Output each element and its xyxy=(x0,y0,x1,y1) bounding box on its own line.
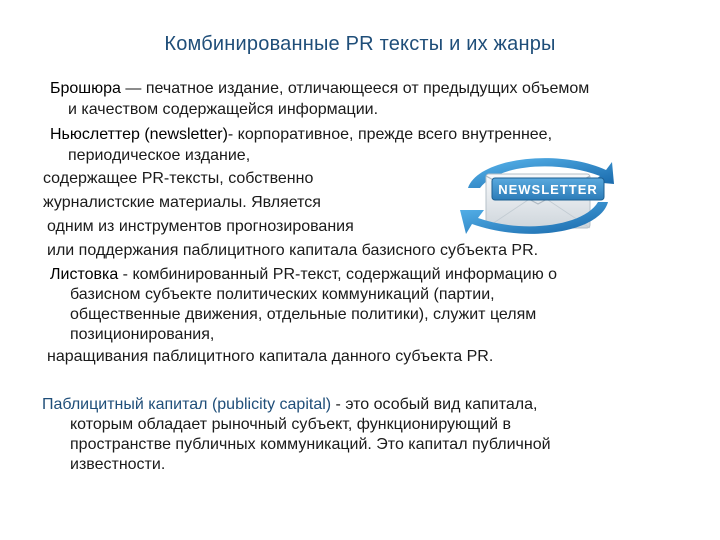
brochure-line-1 xyxy=(50,78,589,99)
brochure-line-2: и качеством содержащейся информации. xyxy=(68,101,379,118)
leaflet-term: Листовка xyxy=(50,266,119,283)
publicity-line-1 xyxy=(42,394,537,415)
publicity-line-4: известности. xyxy=(70,456,166,473)
publicity-text-1: - это особый вид капитала, xyxy=(331,396,538,413)
publicity-line-3: пространстве публичных коммуникаций. Это капитал публичной xyxy=(70,436,551,453)
newsletter-line-5: одним из инструментов прогнозирования xyxy=(47,218,354,235)
newsletter-illustration xyxy=(458,148,616,240)
leaflet-text-1: - комбинированный PR-текст, содержащий информацию о xyxy=(118,266,558,283)
newsletter-text-1: - корпоративное, прежде всего внутреннее, xyxy=(227,126,553,143)
publicity-term: Паблицитный капитал (publicity capital) xyxy=(42,396,332,413)
leaflet-line-1 xyxy=(50,264,557,285)
newsletter-badge-label: NEWSLETTER xyxy=(498,182,598,197)
leaflet-line-5: наращивания паблицитного капитала данного субъекта PR. xyxy=(47,348,494,365)
newsletter-term: Ньюслеттер (newsletter) xyxy=(50,126,228,143)
brochure-term: Брошюра xyxy=(50,80,121,97)
publicity-line-2: которым обладает рыночный субъект, функционирующий в xyxy=(70,416,512,433)
brochure-text-1: — печатное издание, отличающееся от предыдущих объемом xyxy=(120,80,590,97)
slide-title: Комбинированные PR тексты и их жанры xyxy=(164,33,556,55)
newsletter-line-2: периодическое издание, xyxy=(68,147,251,164)
newsletter-line-1 xyxy=(50,124,552,145)
leaflet-line-3: общественные движения, отдельные политики), служит целям xyxy=(70,306,537,323)
newsletter-line-3: содержащее PR-тексты, собственно xyxy=(43,170,314,187)
leaflet-line-2: базисном субъекте политических коммуникаций (партии, xyxy=(70,286,495,303)
newsletter-line-6: или поддержания паблицитного капитала базисного субъекта PR. xyxy=(47,242,539,259)
leaflet-line-4: позиционирования, xyxy=(70,326,215,343)
newsletter-line-4: журналистские материалы. Является xyxy=(43,194,321,211)
